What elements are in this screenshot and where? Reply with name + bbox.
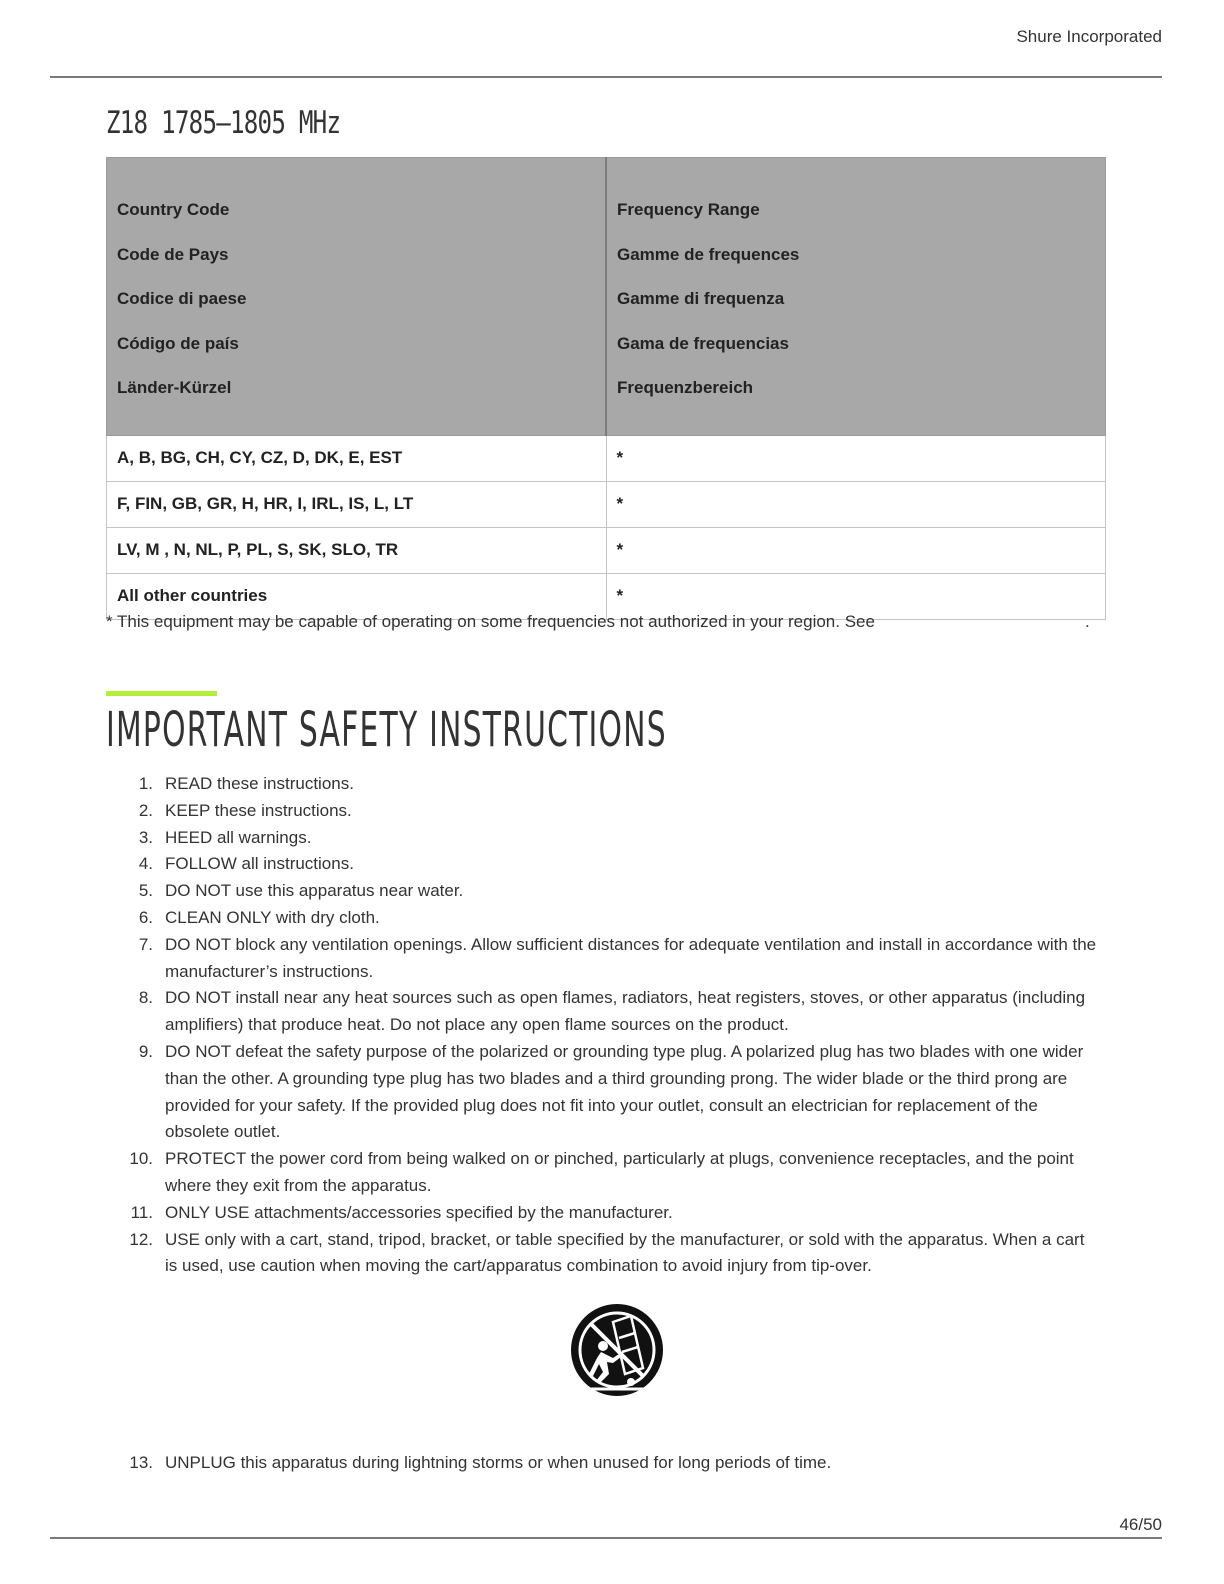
item-text: DO NOT use this apparatus near water.	[165, 881, 464, 901]
safety-heading: IMPORTANT SAFETY INSTRUCTIONS	[106, 702, 667, 758]
list-item	[138, 825, 1100, 852]
range-cell: *	[606, 573, 1106, 619]
table-row	[107, 435, 1106, 481]
country-cell: All other countries	[107, 573, 607, 619]
header-label: Gamme di frequenza	[617, 289, 785, 309]
country-cell: A, B, BG, CH, CY, CZ, D, DK, E, EST	[107, 435, 607, 481]
item-text: DO NOT block any ventilation openings. Allow sufficient distances for adequate ventilation and install in accordance with the manufacturer’s instructions.	[165, 934, 1097, 981]
item-text: FOLLOW all instructions.	[165, 854, 354, 874]
range-cell: *	[606, 481, 1106, 527]
item-text: HEED all warnings.	[165, 827, 312, 847]
item-number: 13.	[129, 1453, 153, 1472]
item-number: 11.	[130, 1202, 153, 1222]
footnote-period: .	[1085, 612, 1090, 631]
safety-list-continued	[129, 1450, 1100, 1477]
table-row	[107, 481, 1106, 527]
safety-list	[129, 771, 1100, 1280]
list-item	[138, 771, 1100, 798]
item-text: UNPLUG this apparatus during lightning storms or when unused for long periods of time.	[165, 1453, 832, 1472]
header-label: Gama de frequencias	[617, 333, 789, 353]
country-code-header	[107, 158, 607, 436]
header-label: Länder-Kürzel	[117, 378, 232, 398]
list-item	[130, 1200, 1100, 1227]
list-item	[138, 851, 1100, 878]
list-item	[138, 905, 1100, 932]
list-item	[138, 878, 1100, 905]
item-text: ONLY USE attachments/accessories specified by the manufacturer.	[165, 1202, 673, 1222]
list-item	[138, 1039, 1100, 1146]
item-text: READ these instructions.	[165, 774, 354, 793]
header-label: Frequenzbereich	[617, 378, 754, 398]
heading-accent-bar	[106, 691, 217, 696]
page-number: 46/50	[1119, 1515, 1162, 1534]
country-cell: LV, M , N, NL, P, PL, S, SK, SLO, TR	[107, 527, 607, 573]
item-text: DO NOT install near any heat sources such as open flames, radiators, heat registers, stoves, or other apparatus (including amplifiers) that produce heat. Do not place any open flame sources on the product.	[165, 988, 1086, 1035]
item-number: 4.	[138, 854, 153, 874]
item-text: KEEP these instructions.	[165, 800, 352, 820]
range-cell: *	[606, 435, 1106, 481]
header-label: Country Code	[117, 200, 230, 219]
country-cell: F, FIN, GB, GR, H, HR, I, IRL, IS, L, LT	[107, 481, 607, 527]
header-label: Gamme de frequences	[617, 244, 800, 264]
header-label: Code de Pays	[117, 244, 229, 264]
list-item	[129, 1227, 1100, 1281]
header-divider	[50, 76, 1162, 78]
item-number: 2.	[138, 800, 153, 820]
item-number: 8.	[138, 988, 153, 1008]
table-row	[107, 527, 1106, 573]
item-number: 5.	[138, 881, 153, 901]
list-item	[138, 798, 1100, 825]
item-text: USE only with a cart, stand, tripod, bracket, or table specified by the manufacturer, or sold with the apparatus. When a cart is used, use caution when moving the cart/apparatus combination to avoid injury from tip-over.	[165, 1229, 1085, 1276]
header-label: Código de país	[117, 333, 239, 353]
item-number: 9.	[138, 1041, 153, 1061]
item-number: 3.	[138, 827, 153, 847]
item-number: 1.	[138, 774, 153, 793]
item-text: PROTECT the power cord from being walked on or pinched, particularly at plugs, convenience receptacles, and the point where they exit from the apparatus.	[165, 1149, 1074, 1195]
company-name: Shure Incorporated	[1016, 27, 1162, 46]
table-footnote: * This equipment may be capable of operating on some frequencies not authorized in your region. See	[106, 612, 875, 631]
item-number: 10.	[129, 1149, 153, 1169]
cart-tip-over-warning-icon	[569, 1302, 665, 1398]
item-text: CLEAN ONLY with dry cloth.	[165, 907, 380, 927]
frequency-table	[106, 157, 1106, 620]
item-text: DO NOT defeat the safety purpose of the polarized or grounding type plug. A polarized plug has two blades with one wider than the other. A grounding type plug has two blades and a third grounding prong. The wider blade or the third prong are provided for your safety. If the provided plug does not fit into your outlet, consult an electrician for replacement of the obsolete outlet.	[165, 1041, 1084, 1142]
frequency-range-header	[606, 158, 1106, 436]
footer-divider	[50, 1537, 1162, 1539]
list-item	[138, 985, 1100, 1039]
list-item	[138, 932, 1100, 986]
item-number: 12.	[129, 1229, 153, 1249]
header-label: Frequency Range	[617, 200, 760, 219]
table-header-row	[107, 158, 1106, 436]
section-title: Z18 1785–1805 MHz	[106, 105, 341, 141]
range-cell: *	[606, 527, 1106, 573]
list-item	[129, 1146, 1100, 1200]
header-label: Codice di paese	[117, 289, 247, 309]
list-item	[129, 1450, 1100, 1477]
item-number: 6.	[138, 907, 153, 927]
item-number: 7.	[138, 934, 153, 954]
